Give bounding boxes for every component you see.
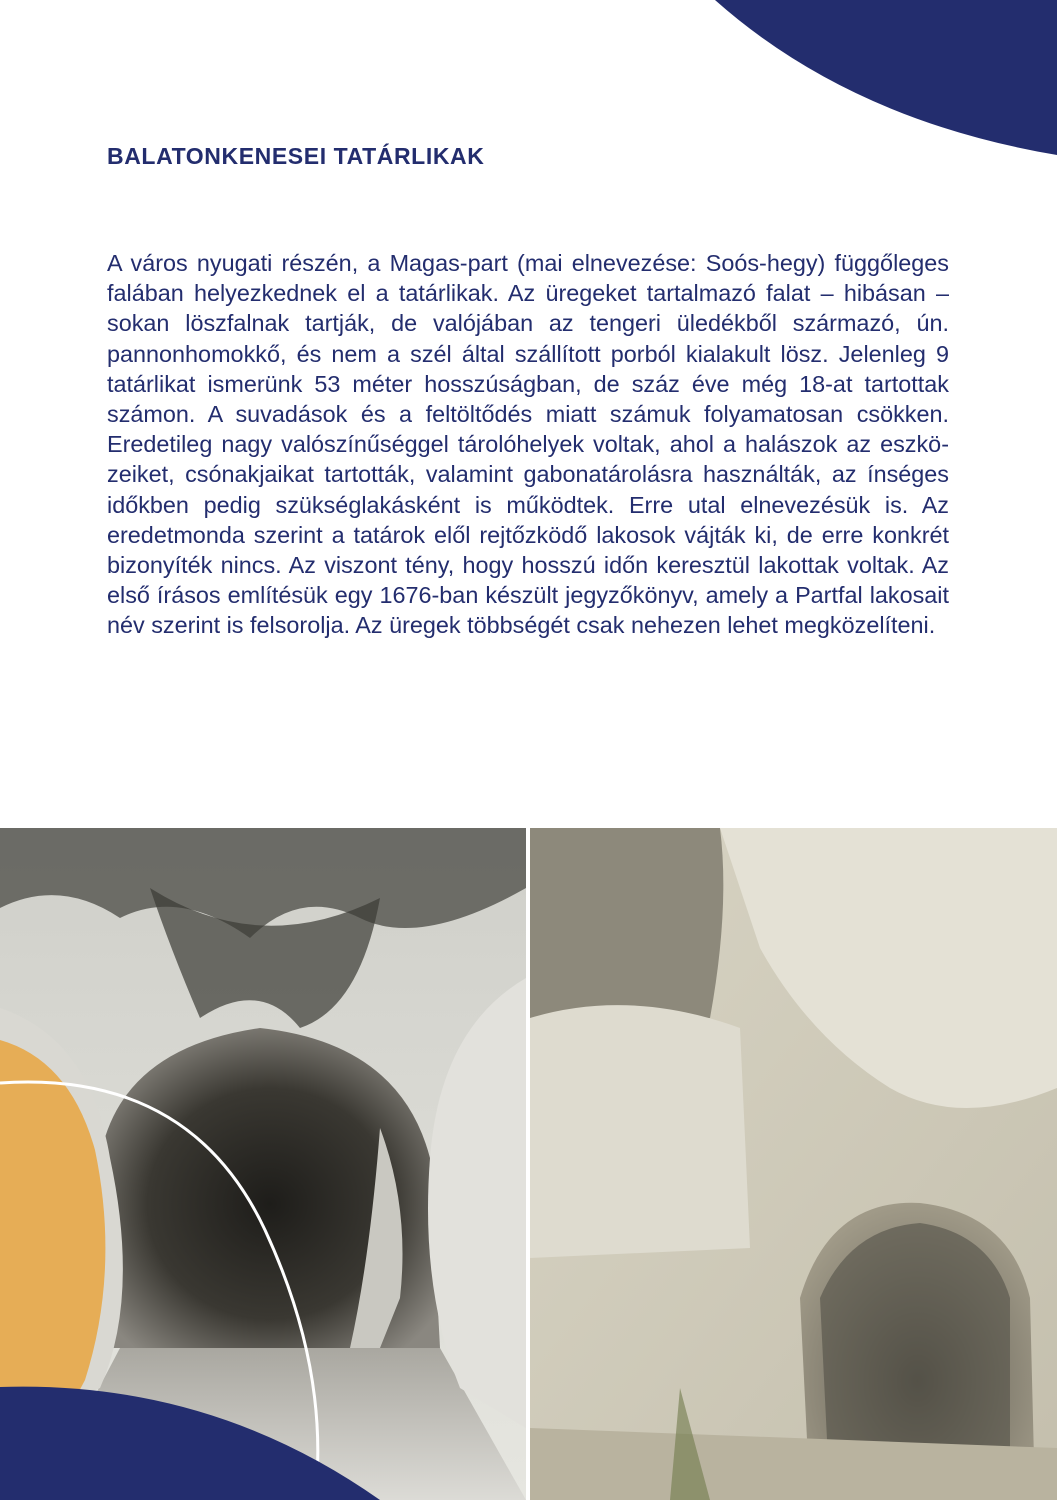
sandstone-cliff-photo — [530, 828, 1057, 1500]
page-title: BALATONKENESEI TATÁRLIKAK — [107, 143, 485, 169]
body-paragraph: A város nyugati részén, a Magas-part (mai elnevezése: Soós-hegy) függőleges falában helyezkednek el a tatárlikak. Az üregeket tartalmazó falat – hibásan – sokan löszfalnak tartják, de valójában az tengeri üledékből származó, ún. pannonhomokkő, és nem a szél által szállított porból kialakult lösz. Jelenleg 9 tatárlikat ismerünk 53 méter hosszúságban, de száz éve még 18-at tartottak számon. A suvadások és a feltöltődés miatt számuk folyamatosan csökken. Eredetileg nagy valószínűséggel tárolóhelyek voltak, ahol a halászok az eszközeiket, csónakjaikat tartották, valamint gabonatárolásra használták, az ínséges időkben pedig szükséglakásként is működtek. Erre utal elnevezésük is. Az eredetmonda szerint a tatárok elől rejtőzködő lakosok vájták ki, de erre konkrét bizonyíték nincs. Az viszont tény, hogy hosszú időn keresztül lakottak voltak. Az első írásos említésük egy 1676-ban készült jegyzőkönyv, amely a Partfal lakosait név szerint is felsorolja. Az üregek többségét csak nehezen lehet megközelíteni. — [107, 250, 949, 639]
cave-tunnel-photo — [0, 828, 526, 1500]
